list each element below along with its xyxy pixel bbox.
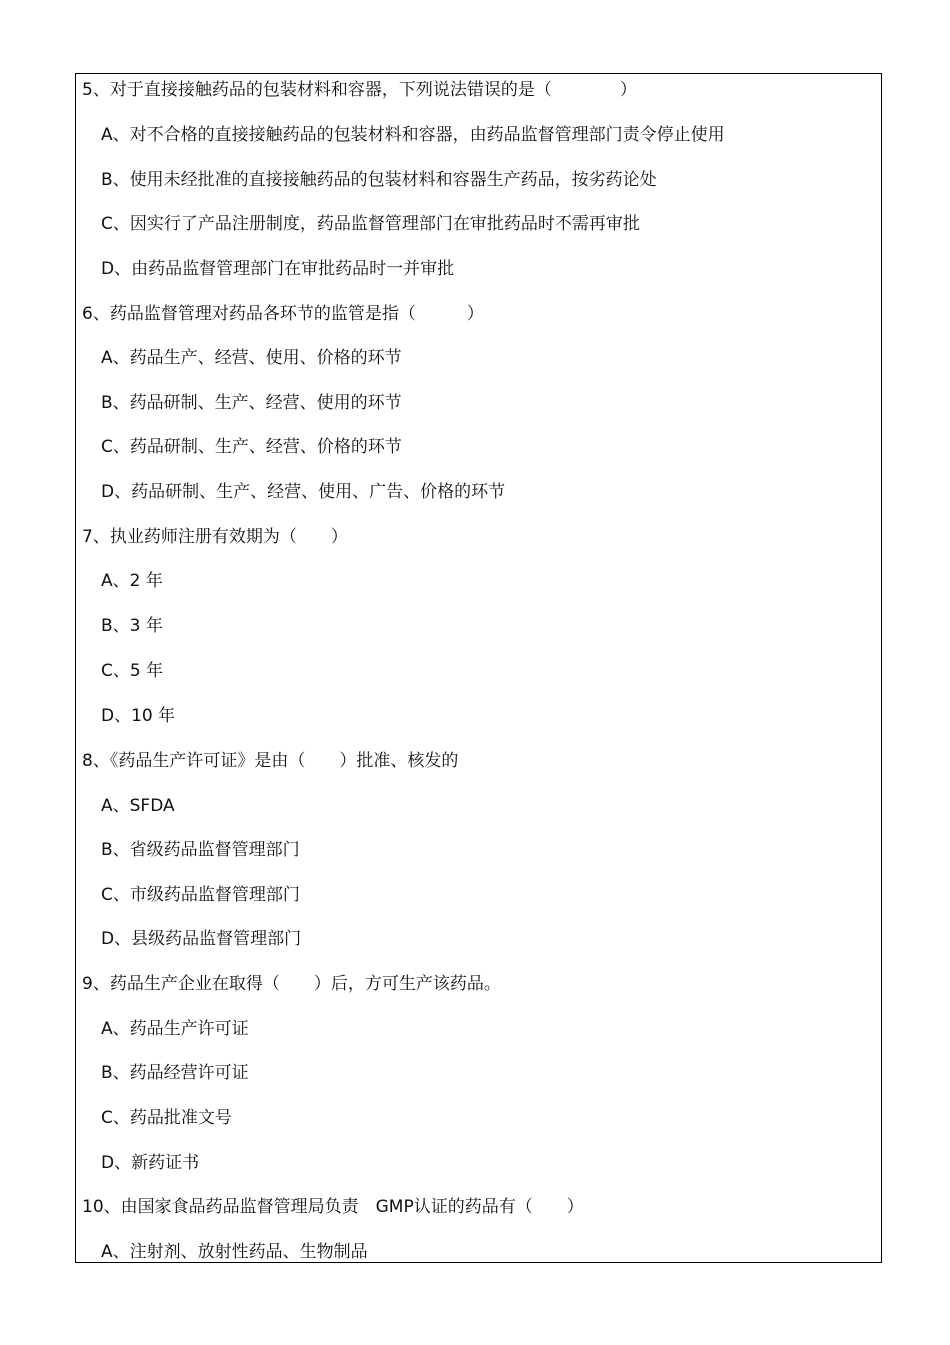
question-stem: 9、药品生产企业在取得（ ）后，方可生产该药品。 <box>82 974 501 994</box>
question-stem: 7、执业药师注册有效期为（ ） <box>82 527 348 547</box>
option-c: C、市级药品监督管理部门 <box>101 885 300 905</box>
option-a: A、SFDA <box>101 796 175 816</box>
question-stem: 10、由国家食品药品监督管理局负责 GMP认证的药品有（ ） <box>82 1197 584 1217</box>
option-b: B、使用未经批准的直接接触药品的包装材料和容器生产药品，按劣药论处 <box>101 170 657 190</box>
option-b: B、省级药品监督管理部门 <box>101 840 300 860</box>
option-b: B、药品经营许可证 <box>101 1063 249 1083</box>
option-d: D、10 年 <box>101 706 176 726</box>
option-d: D、由药品监督管理部门在审批药品时一并审批 <box>101 259 455 279</box>
option-a: A、注射剂、放射性药品、生物制品 <box>101 1242 368 1262</box>
option-d: D、县级药品监督管理部门 <box>101 929 302 949</box>
question-stem: 5、对于直接接触药品的包装材料和容器，下列说法错误的是（ ） <box>82 80 637 100</box>
option-a: A、药品生产、经营、使用、价格的环节 <box>101 348 402 368</box>
option-c: C、因实行了产品注册制度，药品监督管理部门在审批药品时不需再审批 <box>101 214 640 234</box>
option-c: C、药品批准文号 <box>101 1108 232 1128</box>
option-a: A、药品生产许可证 <box>101 1019 249 1039</box>
question-sheet <box>75 73 882 1263</box>
option-c: C、药品研制、生产、经营、价格的环节 <box>101 437 402 457</box>
option-b: B、3 年 <box>101 616 163 636</box>
question-stem: 6、药品监督管理对药品各环节的监管是指（ ） <box>82 304 484 324</box>
option-c: C、5 年 <box>101 661 164 681</box>
question-stem: 8、《药品生产许可证》是由（ ）批准、核发的 <box>82 751 459 771</box>
option-b: B、药品研制、生产、经营、使用的环节 <box>101 393 402 413</box>
option-a: A、对不合格的直接接触药品的包装材料和容器，由药品监督管理部门责令停止使用 <box>101 125 725 145</box>
option-a: A、2 年 <box>101 571 163 591</box>
option-d: D、新药证书 <box>101 1153 200 1173</box>
option-d: D、药品研制、生产、经营、使用、广告、价格的环节 <box>101 482 506 502</box>
